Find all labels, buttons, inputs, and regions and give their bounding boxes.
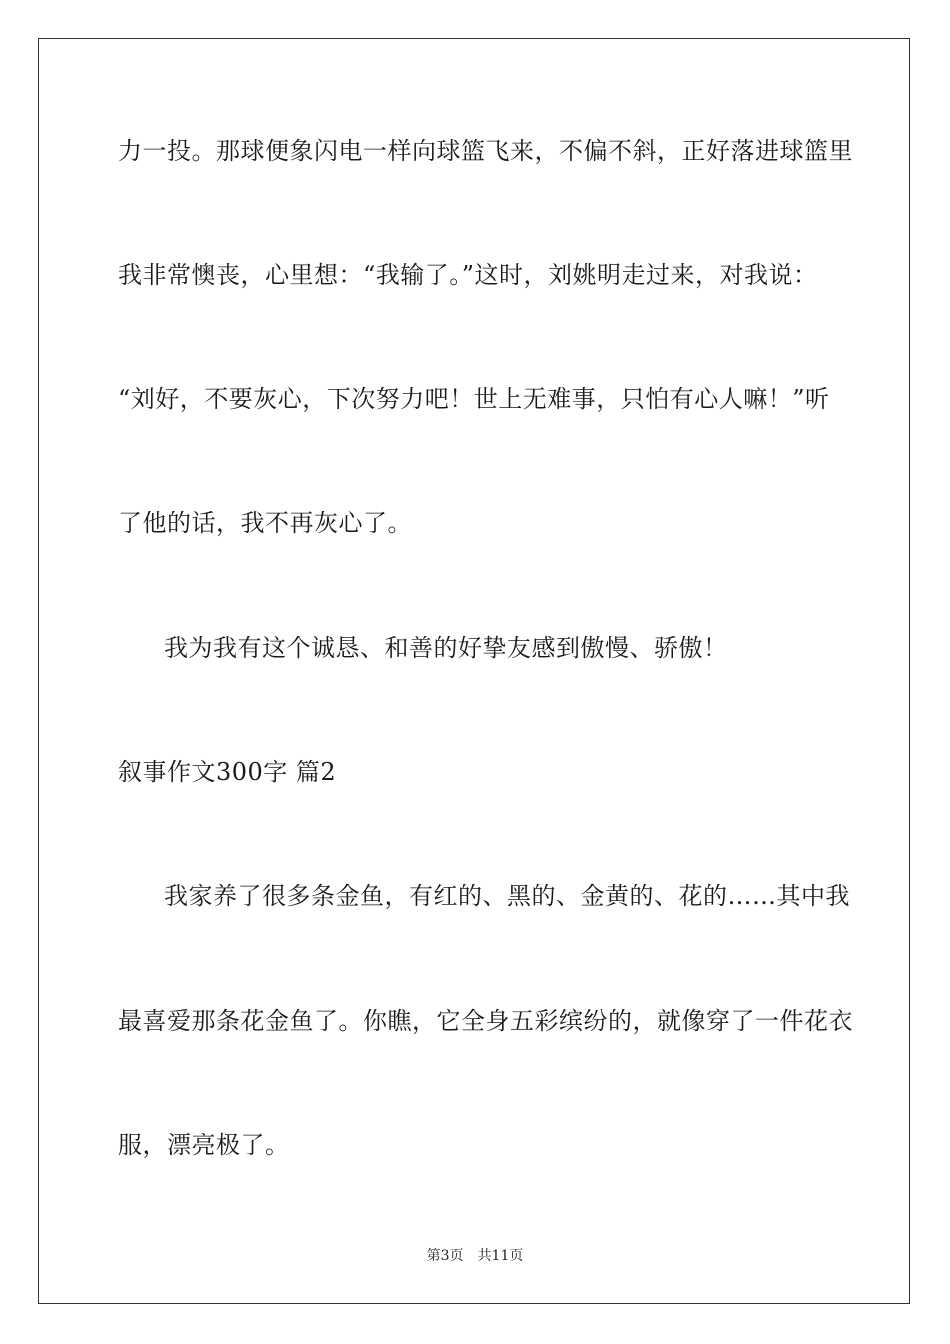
text-line-indented: 我为我有这个诚恳、和善的好挚友感到傲慢、骄傲！ [164, 634, 728, 662]
page-total: 共11页 [477, 1248, 524, 1264]
section-heading: 叙事作文300字 篇2 [118, 758, 337, 786]
page-border [38, 38, 910, 1304]
text-line-indented: 我家养了很多条金鱼，有红的、黑的、金黄的、花的……其中我 [164, 882, 850, 910]
text-line: 服，漂亮极了。 [118, 1131, 290, 1159]
text-line: 了他的话，我不再灰心了。 [118, 509, 412, 537]
page-number: 第3页 [426, 1248, 464, 1264]
page-footer [0, 1247, 950, 1265]
text-line: “刘好，不要灰心，下次努力吧！世上无难事，只怕有心人嘛！”听 [118, 385, 830, 413]
text-line: 力一投。那球便象闪电一样向球篮飞来，不偏不斜，正好落进球篮里 [118, 137, 853, 165]
text-line: 我非常懊丧，心里想：“我输了。”这时，刘姚明走过来，对我说： [118, 261, 818, 289]
text-line: 最喜爱那条花金鱼了。你瞧，它全身五彩缤纷的，就像穿了一件花衣 [118, 1007, 853, 1035]
